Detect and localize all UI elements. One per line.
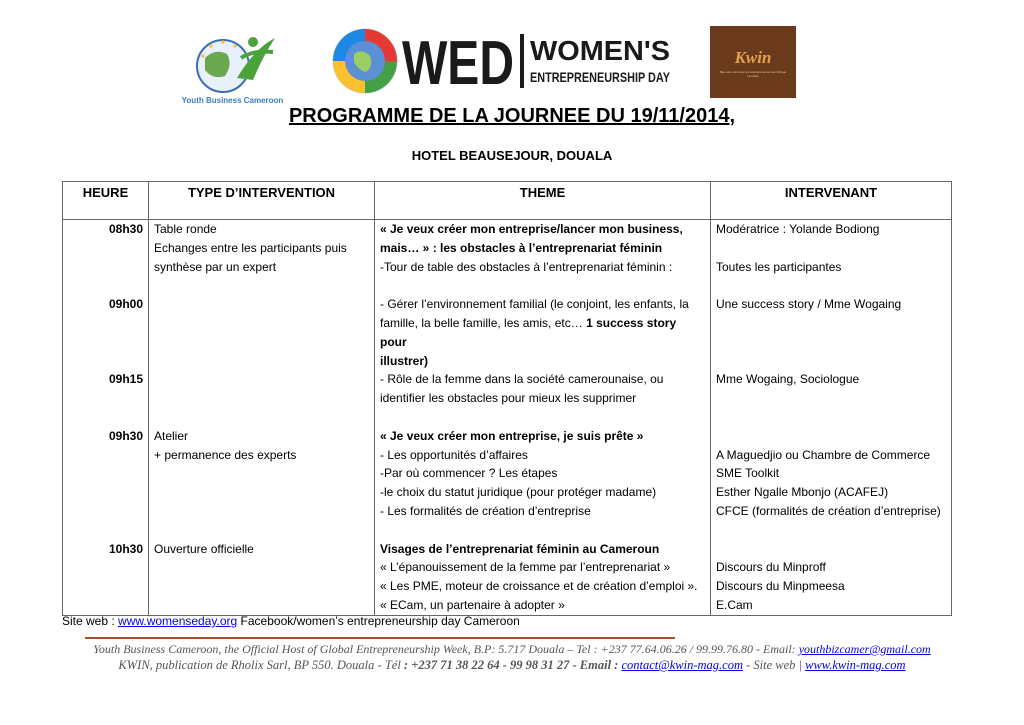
theme-cell <box>375 427 711 540</box>
speaker-line: Discours du Minpmeesa <box>716 579 845 594</box>
footer-line-2 <box>0 658 1024 673</box>
type-line: Echanges entre les participants puis <box>154 240 347 255</box>
theme-cell <box>375 370 711 426</box>
site-line <box>62 614 520 628</box>
time-cell <box>63 220 149 296</box>
footer-divider <box>85 637 675 639</box>
table-row <box>63 295 952 370</box>
type-cell <box>149 370 375 426</box>
theme-line: identifier les obstacles pour mieux les supprimer <box>380 391 637 406</box>
theme-line: « Les PME, moteur de croissance et de création d’emploi ». <box>380 579 698 594</box>
page-subtitle: HOTEL BEAUSEJOUR, DOUALA <box>411 148 613 163</box>
theme-text: famille, la belle famille, les amis, etc… <box>380 315 587 330</box>
speaker-line: SME Toolkit <box>716 466 780 481</box>
speaker-line: Discours du Minproff <box>716 560 826 575</box>
site-suffix: Facebook/women’s entrepreneurship day Cameroon <box>237 614 520 628</box>
wed-line1: WOMEN'S <box>530 35 670 66</box>
type-cell <box>149 427 375 540</box>
kwin-logo-text: Kwin <box>734 48 772 67</box>
womenseday-link[interactable]: www.womenseday.org <box>118 614 238 628</box>
type-line: Atelier <box>154 428 189 443</box>
theme-line: « ECam, un partenaire à adopter » <box>380 597 565 612</box>
theme-line: « Je veux créer mon entreprise, je suis prête » <box>380 428 644 443</box>
table-row <box>63 427 952 540</box>
speaker-line: A Maguedjio ou Chambre de Commerce <box>716 447 931 462</box>
speaker-line: E.Cam <box>716 597 753 612</box>
table-row <box>63 220 952 296</box>
theme-line: - Gérer l’environnement familial (le conjoint, les enfants, la <box>380 297 689 312</box>
speaker-cell <box>711 427 952 540</box>
table-row <box>63 370 952 426</box>
theme-line: mais… » : les obstacles à l’entreprenariat féminin <box>380 240 663 255</box>
footer-line-1 <box>0 642 1024 657</box>
theme-line <box>380 314 705 352</box>
wed-line2: ENTREPRENEURSHIP DAY <box>530 69 671 85</box>
theme-cell <box>375 295 711 370</box>
ybc-caption: Youth Business Cameroon <box>181 96 284 105</box>
footer-line-2-phone: : +237 71 38 22 64 - 99 98 31 27 - Email : <box>403 658 622 672</box>
theme-line: - Les formalités de création d’entreprise <box>380 503 591 518</box>
site-prefix: Site web : <box>62 614 119 628</box>
theme-line: Visages de l’entreprenariat féminin au Cameroun <box>380 541 660 556</box>
header-theme: THEME <box>375 182 711 220</box>
theme-line: -le choix du statut juridique (pour protéger madame) <box>380 485 657 500</box>
kwin-logo-subtext: Bien-être des femmes entrepreneures de l'Afrique Centrale <box>719 70 787 78</box>
type-cell <box>149 295 375 370</box>
speaker-line: Toutes les participantes <box>716 259 842 274</box>
theme-line: - Les opportunités d’affaires <box>380 447 528 462</box>
theme-line: - Rôle de la femme dans la société camerounaise, ou <box>380 372 664 387</box>
table-header-row <box>63 182 952 220</box>
speaker-line: Esther Ngalle Mbonjo (ACAFEJ) <box>716 485 889 500</box>
theme-line: -Par où commencer ? Les étapes <box>380 466 558 481</box>
time-value: 09h00 <box>108 297 143 312</box>
time-cell <box>63 427 149 540</box>
speaker-cell <box>711 370 952 426</box>
speaker-line: Modératrice : Yolande Bodiong <box>716 222 880 236</box>
time-value: 08h30 <box>108 222 143 236</box>
type-cell <box>149 540 375 616</box>
header-heure: HEURE <box>63 182 149 220</box>
footer-line-2-site-label: - Site web | <box>743 658 806 672</box>
footer-line-1-text: Youth Business Cameroon, the Official Host of Global Entrepreneurship Week, B.P: 5.717 Douala – Tel : +237 77.64.06.26 / 99.99.76.80 - Email: <box>93 642 799 656</box>
kwin-logo <box>710 26 796 98</box>
theme-line: illustrer) <box>380 353 429 368</box>
theme-cell <box>375 540 711 616</box>
wed-big-text: WED <box>402 29 514 98</box>
speaker-line: Une success story / Mme Wogaing <box>716 297 902 312</box>
type-line: Ouverture officielle <box>154 541 254 556</box>
speaker-cell <box>711 540 952 616</box>
theme-text-bold: 1 success story pour <box>380 315 677 349</box>
programme-table <box>62 181 952 616</box>
theme-line: -Tour de table des obstacles à l’entreprenariat féminin : <box>380 259 673 274</box>
ybc-email-link[interactable]: youthbizcamer@gmail.com <box>798 642 931 656</box>
theme-cell <box>375 220 711 296</box>
speaker-cell <box>711 295 952 370</box>
footer-line-2-text: KWIN, publication de Rholix Sarl, BP 550. Douala - Tél <box>118 658 404 672</box>
page-title: PROGRAMME DE LA JOURNEE DU 19/11/2014, <box>288 105 736 127</box>
type-line: synthèse par un expert <box>154 259 277 274</box>
speaker-cell <box>711 220 952 296</box>
time-value: 09h30 <box>108 428 143 443</box>
header-type: TYPE D’INTERVENTION <box>149 182 375 220</box>
time-cell <box>63 540 149 616</box>
wed-logo <box>330 26 680 96</box>
table-row <box>63 540 952 616</box>
speaker-line: Mme Wogaing, Sociologue <box>716 372 860 387</box>
time-cell <box>63 370 149 426</box>
theme-line: « Je veux créer mon entreprise/lancer mon business, <box>380 222 683 236</box>
kwin-site-link[interactable]: www.kwin-mag.com <box>805 658 906 672</box>
speaker-line: CFCE (formalités de création d’entreprise) <box>716 503 941 518</box>
type-cell <box>149 220 375 296</box>
theme-line: « L’épanouissement de la femme par l’entreprenariat » <box>380 560 671 575</box>
time-cell <box>63 295 149 370</box>
kwin-email-link[interactable]: contact@kwin-mag.com <box>621 658 743 672</box>
header-intervenant: INTERVENANT <box>711 182 952 220</box>
type-line: Table ronde <box>154 222 217 236</box>
time-value: 10h30 <box>108 541 143 556</box>
type-line: + permanence des experts <box>154 447 297 462</box>
time-value: 09h15 <box>108 372 143 387</box>
